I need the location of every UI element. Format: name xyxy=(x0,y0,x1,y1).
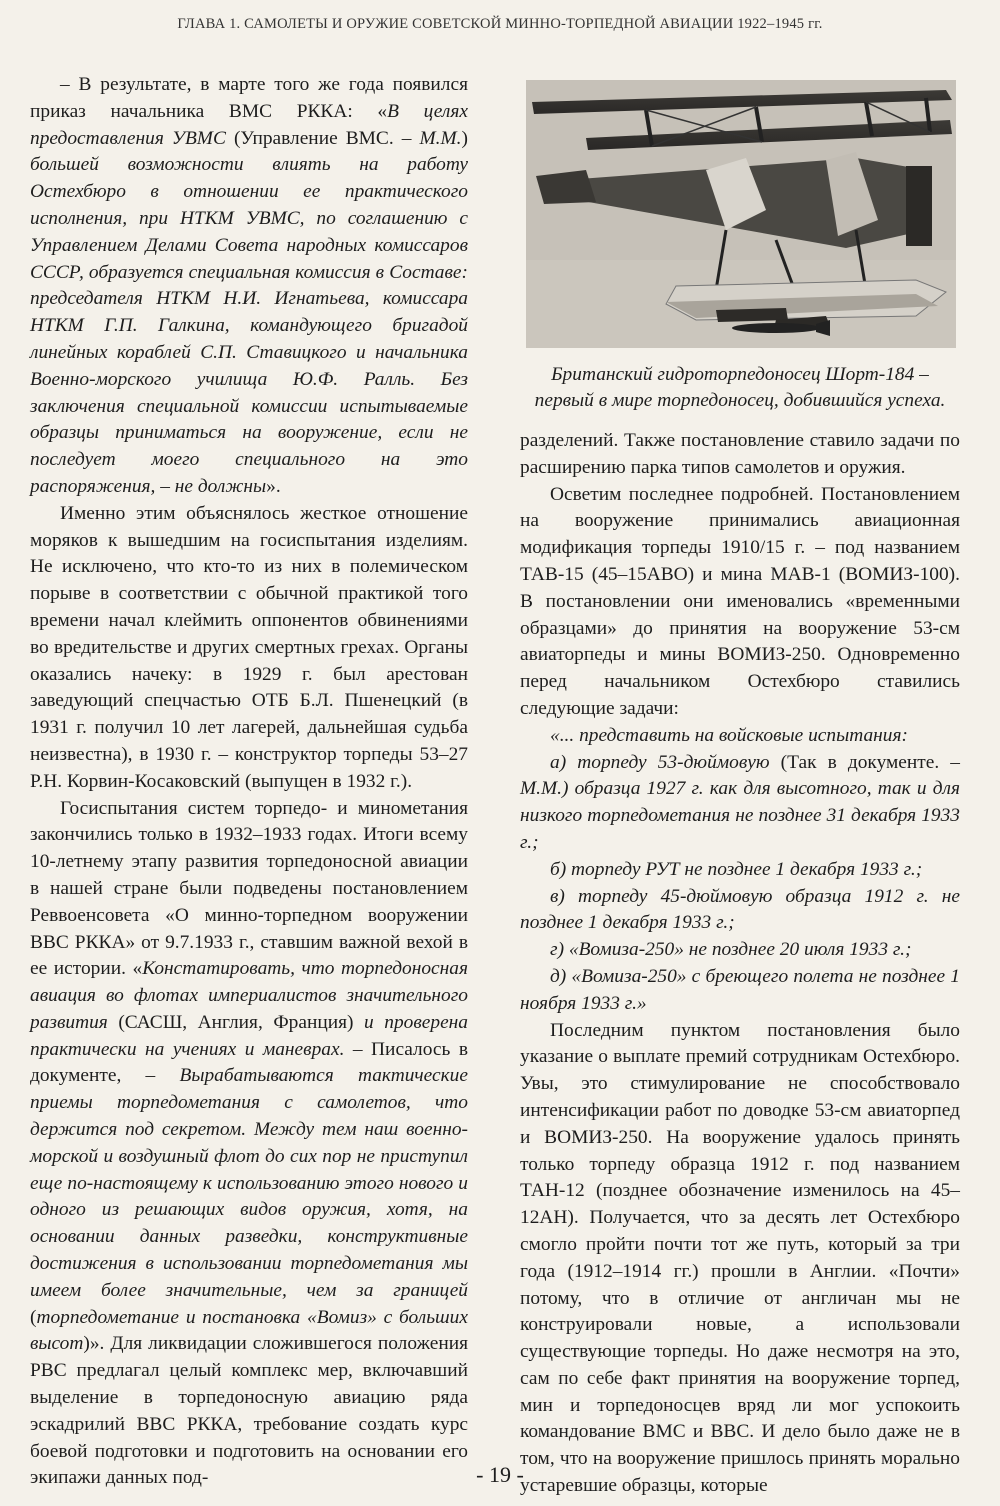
seaplane-illustration xyxy=(526,80,956,348)
paragraph-order: – В результате, в марте того же года появился приказ начальника ВМС РККА: «В целях предоставления УВМС (Управление ВМС. – М.М.) большей возможности влиять на работу Остехбюро в отношении ее практического исполнения, при НТКМ УВМС, по соглашению с Управлением Делами Совета народных комиссаров СССР, образуется специальная комиссия в Составе: председателя НТКМ Н.И. Игнатьева, комиссара НТКМ Г.П. Галкина, командующего бригадой линейных кораблей С.П. Ставицкого и начальника Военно-морского училища Ю.Ф. Ралль. Без заключения специальной комиссии испытываемые образцы приниматься на вооружение, если не последует моего специального на это распоряжения, – не должны». xyxy=(30,74,468,497)
figure-caption: Британский гидроторпедоносец Шорт-184 – первый в мире торпедоносец, добившийся успеха. xyxy=(534,364,946,411)
paragraph-premiums: Последним пунктом постановления было указание о выплате премий сотрудникам Остехбюро. Увы, это стимулирование не способствовало интенсификации работ по доводке 53-см авиаторпед и ВОМИЗ-250. На вооружение удалось принять только торпеду образца 1912 г. под названием ТАН-12 (позднее обозначение изменилось на 45–12АН). Получается, что за десять лет Остехбюро смогло пройти почти тот же путь, который за три года (1912–1914 гг.) прошли в Англии. «Почти» потому, что в отличие от англичан мы не конструировали новые, а использовали существующие торпеды. Но даже несмотря на это, сам по себе факт принятия на вооружение торпед, мин и торпедоносцев вряд ли мог успокоить командование ВМС и ВВС. И дело было даже не в том, что на вооружение пришлось принять морально устаревшие образцы, которые xyxy=(520,1019,960,1497)
list-item-v: в) торпеду 45-дюймовую образца 1912 г. не позднее 1 декабря 1933 г.; xyxy=(520,885,960,934)
seaplane-photo xyxy=(526,80,956,348)
paragraph-continuation: разделений. Также постановление ставило задачи по расширению парка типов самолетов и оружия. xyxy=(520,430,960,478)
list-item-a: а) торпеду 53-дюймовую (Так в документе. – М.М.) образца 1927 г. как для высотного, так и для низкого торпедометания не позднее 31 декабря 1933 г.; xyxy=(520,751,960,853)
left-column xyxy=(30,72,468,1492)
figure-short-184 xyxy=(520,72,960,412)
paragraph-attitude: Именно этим объяснялось жесткое отношение моряков к вышедшим на госиспытания изделиям. Не исключено, что кто-то из них в полемическом порыве в соответствии с обычной практикой того времени начал клеймить оппонентов обвинениями во вредительстве и других смертных грехах. Органы оказались начеку: в 1929 г. был арестован заведующий спецчастью ОТБ Б.Л. Пшенецкий (в 1931 г. получил 10 лет лагерей, дальнейшая судьба неизвестна), в 1930 г. – конструктор торпеды 53–27 Р.Н. Корвин-Косаковский (выпущен в 1932 г.). xyxy=(30,502,468,792)
list-item-b: б) торпеду РУТ не позднее 1 декабря 1933 г.; xyxy=(550,858,923,880)
quote-intro: «... представить на войсковые испытания: xyxy=(550,724,908,746)
right-column xyxy=(520,428,960,1500)
paragraph-state-tests: Госиспытания систем торпедо- и минометания закончились только в 1932–1933 годах. Итоги всему 10-летнему этапу развития торпедоносной авиации в нашей стране были подведены постановлением Реввоенсовета «О минно-торпедном вооружении ВВС РККА» от 9.7.1933 г., ставшим важной вехой в ее истории. «Констатировать, что торпедоносная авиация во флотах империалистов значительного развития (САСШ, Англия, Франция) и проверена практически на учениях и маневрах. – Писалось в документе, – Вырабатываются тактические приемы торпедометания с самолетов, что держится под секретом. Между тем наш военно-морской и воздушный флот до сих пор не приступил еще по-настоящему к использованию этого нового и одного из решающих видов оружия, хотя, на основании данных разведки, конструктивные достижения в использовании торпедометания мы имеем более значительные, чем за границей (торпедометание и постановка «Вомиз» с больших высот)». Для ликвидации сложившегося положения РВС предлагал целый комплекс мер, включавший выделение в торпедоносную авиацию ряда эскадрилий ВВС РККА, требование создать курс боевой подготовки и подготовить на основании его экипажи данных под- xyxy=(30,797,468,1489)
page-number: - 19 - xyxy=(476,1462,524,1487)
list-item-g: г) «Вомиза-250» не позднее 20 июля 1933 г.; xyxy=(550,939,912,961)
running-header: ГЛАВА 1. САМОЛЕТЫ И ОРУЖИЕ СОВЕТСКОЙ МИННО-ТОРПЕДНОЙ АВИАЦИИ 1922–1945 гг. xyxy=(177,16,823,32)
paragraph-detail: Осветим последнее подробней. Постановлением на вооружение принимались авиационная модификация торпеды 1910/15 г. – под названием ТАВ-15 (45–15АВО) и мина МАВ-1 (ВОМИЗ-100). В постановлении они именовались «временными образцами» до принятия на вооружение 53-см авиаторпеды и мины ВОМИЗ-250. Одновременно перед начальником Остехбюро ставились следующие задачи: xyxy=(520,483,960,719)
list-item-d: д) «Вомиза-250» с бреющего полета не позднее 1 ноября 1933 г.» xyxy=(520,965,960,1014)
